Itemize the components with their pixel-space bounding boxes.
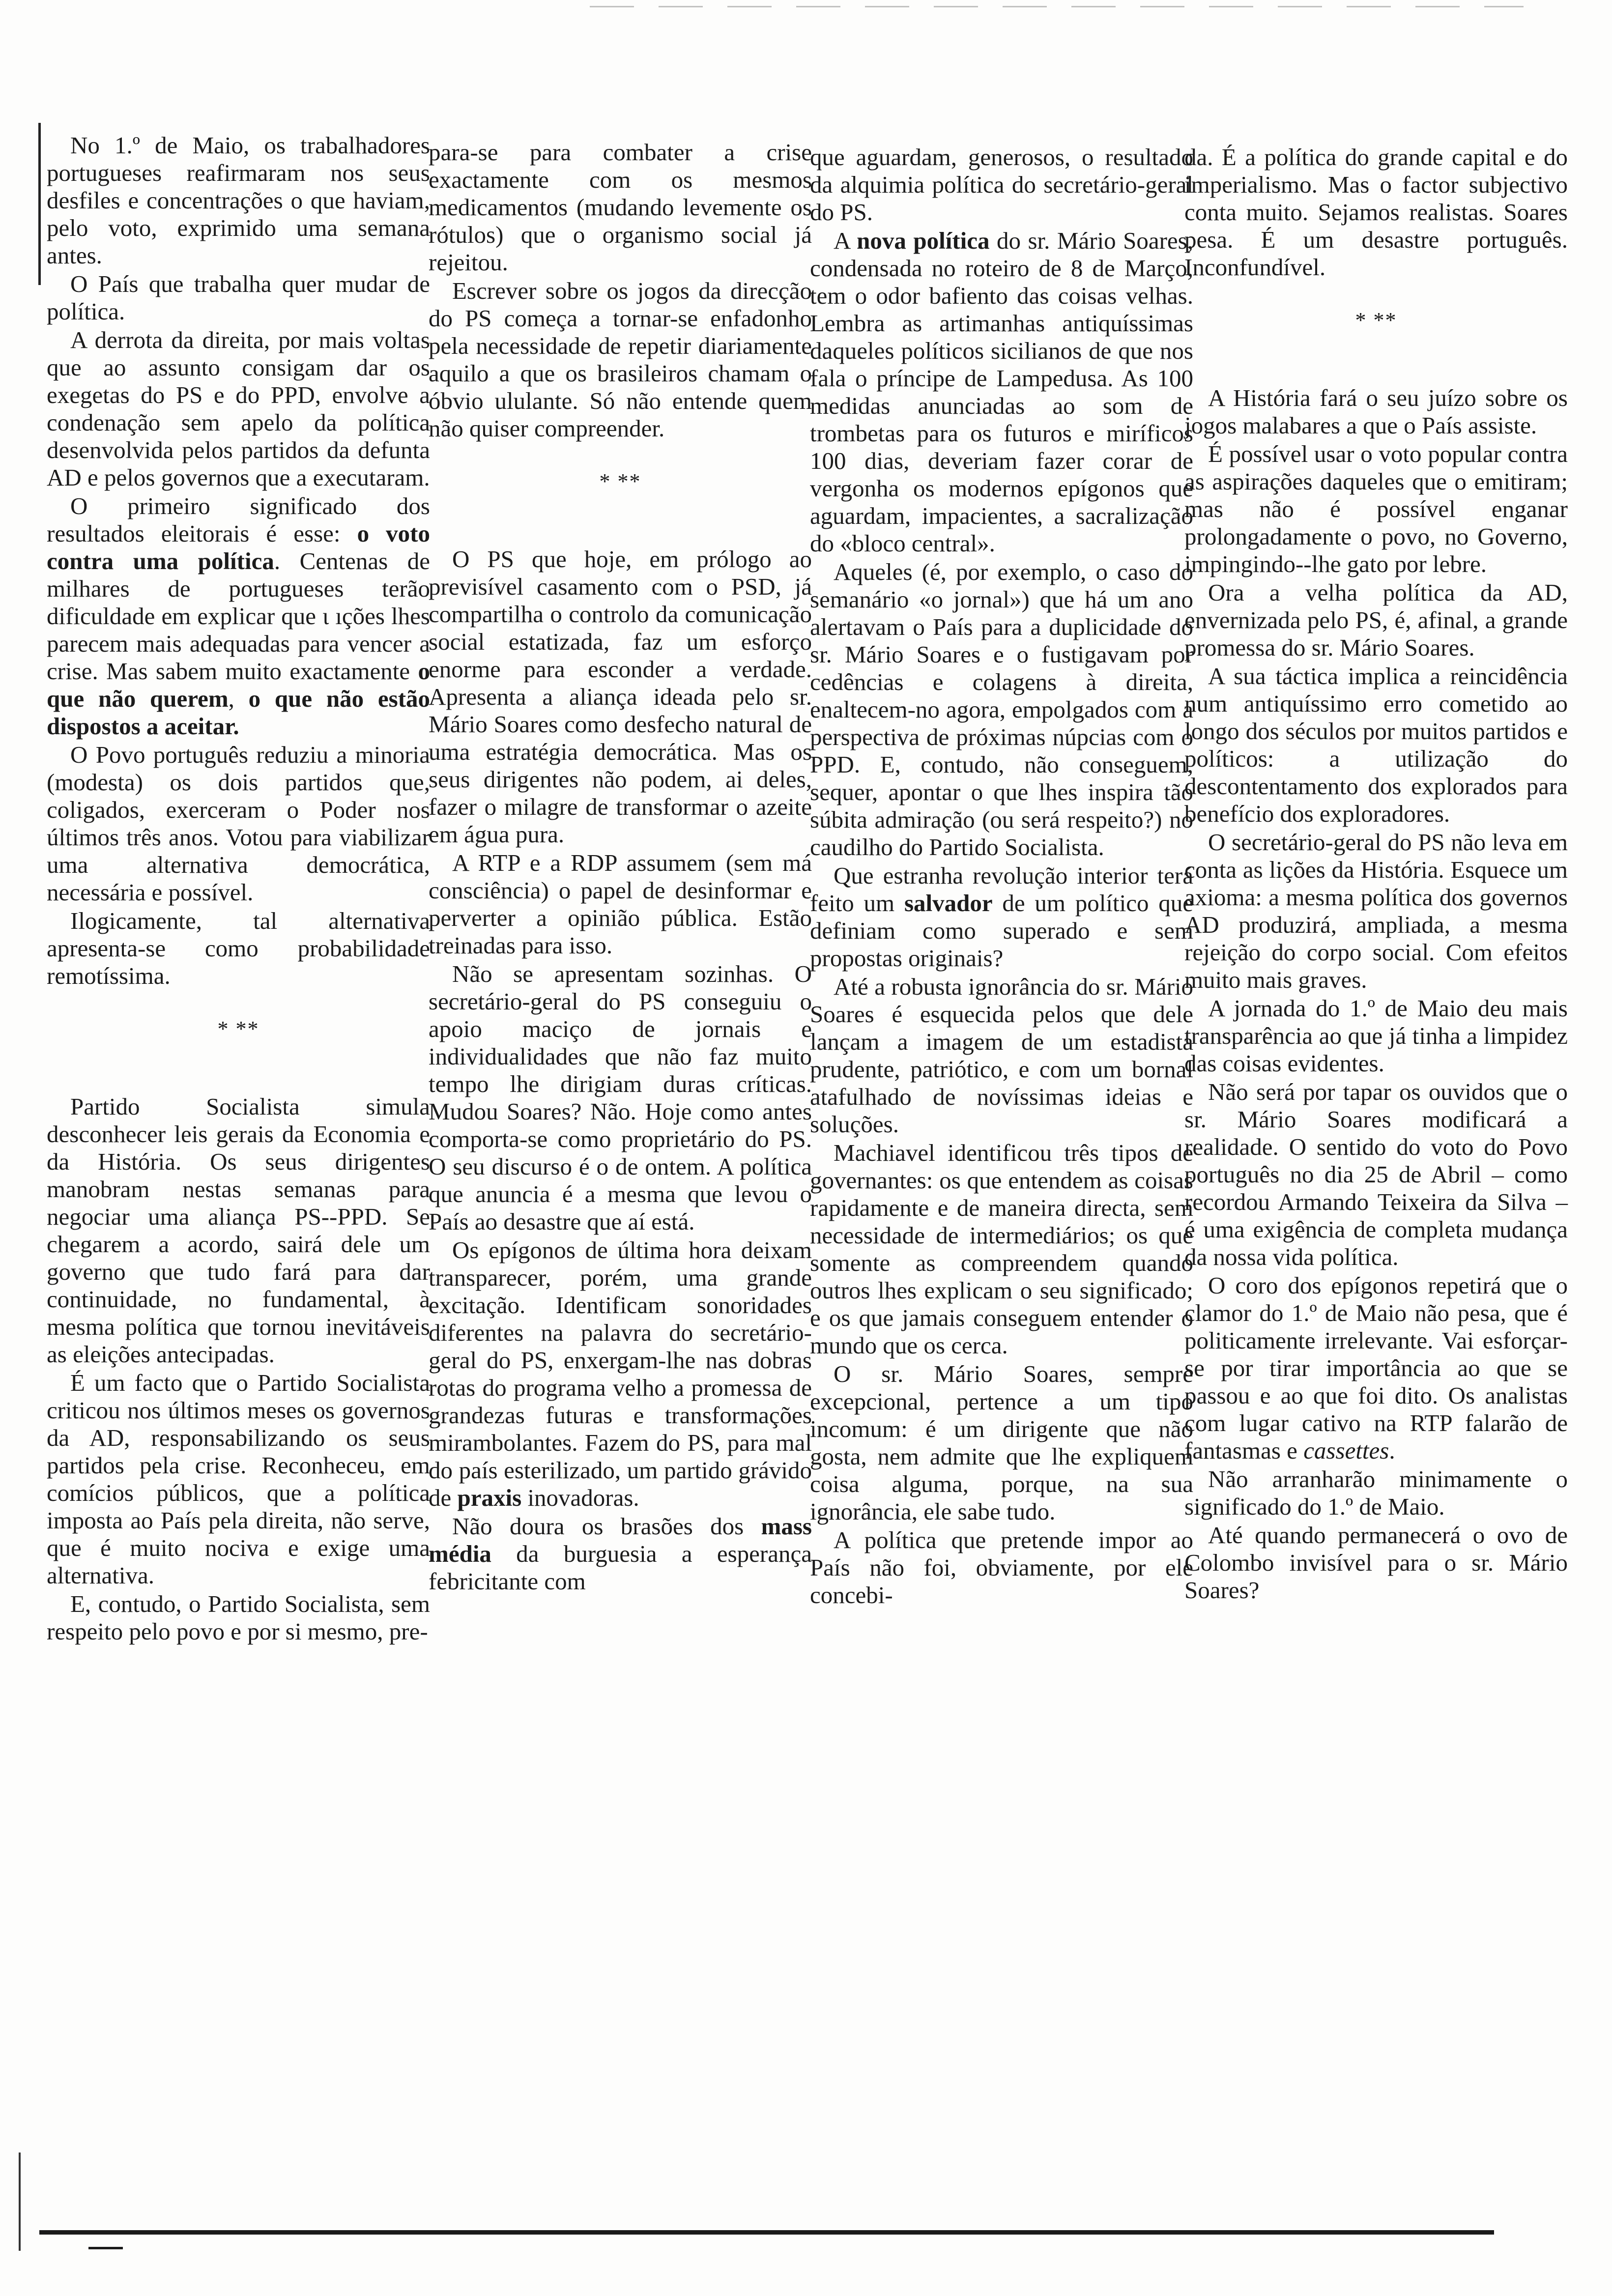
spacer	[47, 1054, 430, 1093]
bold-text: o que não querem	[47, 658, 430, 712]
section-separator-stars: * **	[1355, 308, 1397, 332]
text-run: da burguesia a esperança febricitante com	[429, 1540, 812, 1595]
bottom-rule	[39, 2230, 1494, 2235]
paragraph: Até quando permanecerá o ovo de Colombo invisível para o sr. Mário Soares?	[1184, 1521, 1568, 1604]
paragraph	[429, 1236, 812, 1512]
paragraph: A derrota da direita, por mais voltas que ao assunto consigam dar os exegetas do PS e do PPD, envolve a condenação sem apelo da política desenvolvida pelos partidos da defunta AD e pelos governos que a executaram.	[47, 326, 430, 491]
paragraph: A sua táctica implica a reincidência num antiquíssimo erro cometido ao longo dos séculos por muitos partidos e políticos: a utilização do descontentamento dos explorados para benefício dos exploradores.	[1184, 662, 1568, 827]
paragraph: A RTP e a RDP assumem (sem má consciência) o papel de desinformar e perverter a opinião pública. Estão treinadas para isso.	[429, 849, 812, 959]
column-4	[1184, 144, 1568, 1604]
text-run: A	[834, 227, 857, 254]
italic-text: cassettes	[1303, 1437, 1389, 1464]
paragraph: da. É a política do grande capital e do imperialismo. Mas o factor subjectivo conta muito. Sejamos realistas. Soares pesa. É um desastre português. Inconfundível.	[1184, 144, 1568, 281]
bottom-mark	[88, 2247, 123, 2249]
column-1	[47, 132, 430, 1645]
paragraph	[810, 862, 1193, 972]
paragraph: E, contudo, o Partido Socialista, sem respeito pelo povo e por si mesmo, pre-	[47, 1590, 430, 1645]
paragraph	[47, 492, 430, 740]
paragraph: Escrever sobre os jogos da direcção do PS começa a tornar-se enfadonho pela necessidade de repetir diariamente aquilo a que os brasileiros chamam o óbvio ululante. Só não entende quem não quiser compreender.	[429, 277, 812, 442]
paragraph: Aqueles (é, por exemplo, o caso do semanário «o jornal») que há um ano alertavam o País para a duplicidade do sr. Mário Soares e o fustigavam por cedências e colagens à direita, enaltecem-no agora, empolgados com a perspectiva de próximas núpcias com o PPD. E, contudo, não conseguem, sequer, apontar o que lhes inspira tão súbita admiração (ou será respeito?) no caudilho do Partido Socialista.	[810, 558, 1193, 861]
text-run: Que estranha revolução interior terá feito um	[810, 862, 1193, 917]
column-2	[429, 139, 812, 1595]
text-run: de um político que definiam como superado e sem propostas originais?	[810, 890, 1193, 972]
column-rule-left	[38, 123, 41, 285]
paragraph: O secretário-geral do PS não leva em conta as lições da História. Esquece um axioma: a mesma política dos governos AD produzirá, ampliada, a mesma rejeição do corpo social. Com efeitos muito mais graves.	[1184, 829, 1568, 993]
paragraph: Ilogicamente, tal alternativa apresenta-se como probabilidade remotíssima.	[47, 907, 430, 989]
scan-edge-mark	[19, 2152, 21, 2251]
paragraph: O sr. Mário Soares, sempre excepcional, pertence a um tipo incomum: é um dirigente que não gosta, nem admite que lhe expliquem coisa alguma, porque, na sua ignorância, ele sabe tudo.	[810, 1360, 1193, 1525]
section-separator-stars: * **	[599, 469, 641, 493]
paragraph	[810, 227, 1193, 557]
text-run: .	[1389, 1437, 1395, 1464]
bold-text: nova política	[857, 227, 990, 254]
bold-text: salvador	[904, 890, 993, 917]
text-run: Os epígonos de última hora deixam transparecer, porém, uma grande excitação. Identificam sonoridades diferentes na palavra do secretário-geral do PS, enxergam-lhe nas dobras rotas do programa velho a promessa de grandezas futuras e transformações mirambolantes. Fazem do PS, para mal do país esterilizado, um partido grávido de	[429, 1236, 812, 1511]
bold-text: o que não estão dispostos a aceitar.	[47, 685, 431, 740]
paragraph	[1184, 1272, 1568, 1464]
spacer	[1184, 345, 1568, 384]
spacer	[429, 506, 812, 545]
paragraph: Não será por tapar os ouvidos que o sr. Mário Soares modificará a realidade. O sentido do voto do Povo português no dia 25 de Abril – como recordou Armando Teixeira da Silva – é uma exigência de completa mudança da nossa vida política.	[1184, 1078, 1568, 1270]
paragraph: Não arranharão minimamente o significado do 1.º de Maio.	[1184, 1465, 1568, 1520]
section-separator-stars: * **	[217, 1017, 259, 1041]
text-run: Não doura os brasões dos	[452, 1513, 761, 1540]
paragraph: O Povo português reduziu a minoria (modesta) os dois partidos que, coligados, exerceram o Poder nos últimos três anos. Votou para viabilizar uma alternativa democrática, necessária e possível.	[47, 741, 430, 906]
paragraph	[429, 1513, 812, 1595]
paragraph: O PS que hoje, em prólogo ao previsível casamento com o PSD, já compartilha o controlo da comunicação social estatizada, faz um esforço enorme para esconder a verdade. Apresenta a aliança ideada pelo sr. Mário Soares como desfecho natural de uma estratégia democrática. Mas os seus dirigentes não podem, ai deles, fazer o milagre de transformar o azeite em água pura.	[429, 545, 812, 848]
paragraph: O País que trabalha quer mudar de política.	[47, 270, 430, 325]
paragraph: A jornada do 1.º de Maio deu mais transparência ao que já tinha a limpidez das coisas evidentes.	[1184, 995, 1568, 1077]
paragraph: que aguardam, generosos, o resultado da alquimia política do secretário-geral do PS.	[810, 144, 1193, 226]
bold-text: praxis	[457, 1484, 522, 1511]
text-run: do sr. Mário Soares, condensada no roteiro de 8 de Março, tem o odor bafiento das coisas velhas. Lembra as artimanhas antiquíssimas daqueles políticos sicilianos de que nos fala o príncipe de Lampedusa. As 100 medidas anunciadas ao som de trombetas para os futuros e miríficos 100 dias, deveriam fazer corar de vergonha os modernos epígonos que aguardam, impacientes, a sacralização do «bloco central».	[810, 227, 1193, 557]
paragraph: Até a robusta ignorância do sr. Mário Soares é esquecida pelos que dele lançam a imagem de um estadista prudente, patriótico, e com um bornal atafulhado de novíssimas ideias e soluções.	[810, 973, 1193, 1138]
paragraph: Não se apresentam sozinhas. O secretário-geral do PS conseguiu o apoio maciço de jornais e individualidades que não faz muito tempo lhe dirigiam duras críticas. Mudou Soares? Não. Hoje como antes comporta-se como proprietário do PS. O seu discurso é o de ontem. A política que anuncia é a mesma que levou o País ao desastre que aí está.	[429, 960, 812, 1235]
paragraph: A História fará o seu juízo sobre os jogos malabares a que o País assiste.	[1184, 384, 1568, 439]
paragraph: para-se para combater a crise exactamente com os mesmos medicamentos (mudando levemente os rótulos) que o organismo social já rejeitou.	[429, 139, 812, 276]
paragraph: A política que pretende impor ao País não foi, obviamente, por ele concebi-	[810, 1526, 1193, 1608]
text-run: inovadoras.	[521, 1484, 639, 1511]
text-run: O coro dos epígonos repetirá que o clamor do 1.º de Maio não pesa, que é politicamente irrelevante. Vai esforçar-se por tirar importância ao que se passou e ao que foi dito. Os analistas com lugar cativo na RTP falarão de fantasmas e	[1184, 1272, 1568, 1464]
text-run: O primeiro significado dos resultados eleitorais é esse:	[47, 492, 430, 547]
column-3	[810, 144, 1193, 1609]
scan-artifact-top	[590, 6, 1524, 7]
paragraph: Machiavel identificou três tipos de governantes: os que entendem as coisas rapidamente e de maneira directa, sem necessidade de intermediários; os que somente as compreendem quando outros lhes explicam o seu significado; e os que jamais conseguem entender o mundo que os cerca.	[810, 1139, 1193, 1359]
paragraph: É possível usar o voto popular contra as aspirações daqueles que o emitiram; mas não é possível enganar prolongadamente o povo, no Governo, impingindo--lhe gato por lebre.	[1184, 440, 1568, 577]
paragraph: É um facto que o Partido Socialista criticou nos últimos meses os governos da AD, responsabilizando os seus partidos pela crise. Reconheceu, em comícios públicos, que a política imposta ao País pela direita, não serve, que é muito nociva e exige uma alternativa.	[47, 1369, 430, 1589]
paragraph: Ora a velha política da AD, envernizada pelo PS, é, afinal, a grande promessa do sr. Mário Soares.	[1184, 579, 1568, 661]
bold-text: mass média	[429, 1513, 812, 1567]
paragraph: No 1.º de Maio, os trabalhadores portugueses reafirmaram nos seus desfiles e concentrações o que haviam, pelo voto, exprimido uma semana antes.	[47, 132, 430, 269]
paragraph: Partido Socialista simula desconhecer leis gerais da Economia e da História. Os seus dirigentes manobram nestas semanas para negociar uma aliança PS--PPD. Se chegarem a acordo, sairá dele um governo que tudo fará para dar continuidade, no fundamental, à mesma política que tornou inevitáveis as eleições antecipadas.	[47, 1093, 430, 1368]
bold-text: o voto contra uma política	[47, 520, 430, 574]
text-run: . Centenas de milhares de portugueses terão dificuldade em explicar que ɩ ıções lhes parecem mais adequadas para vencer a crise. Mas sabem muito exactamente	[47, 547, 430, 685]
text-run: ,	[228, 685, 249, 712]
